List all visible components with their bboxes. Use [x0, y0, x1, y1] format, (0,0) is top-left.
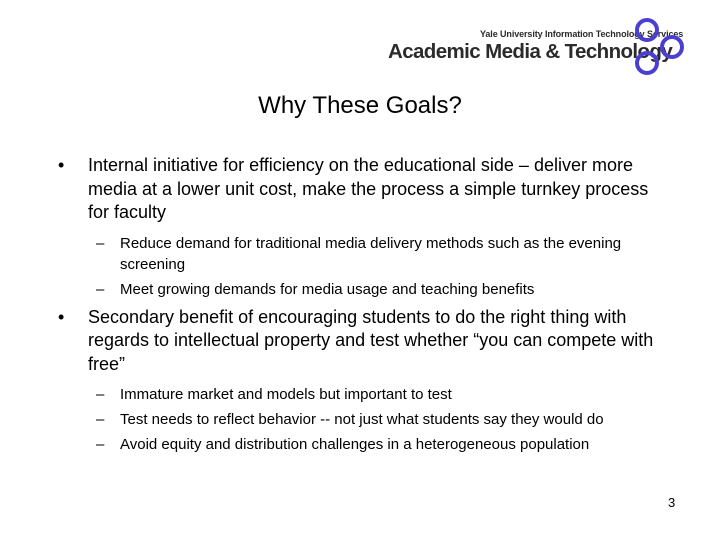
sub-bullet-item — [58, 233, 668, 275]
sub-bullet-text: Immature market and models but important to test — [120, 386, 452, 403]
slide-title: Why These Goals? — [258, 92, 462, 119]
dash-glyph: – — [96, 280, 105, 298]
sub-bullet-text: Meet growing demands for media usage and teaching benefits — [120, 280, 535, 298]
amt-logo — [388, 14, 708, 78]
sub-bullet-text: Reduce demand for traditional media delivery methods such as the evening screening — [120, 234, 622, 273]
rings-logo-icon — [630, 16, 686, 76]
dash-glyph: – — [96, 411, 105, 428]
bullet-text: Secondary benefit of encouraging students to do the right thing with regards to intellectual property and test whether “you can compete with free” — [88, 306, 654, 374]
bullet-text: Internal initiative for efficiency on the educational side – deliver more media at a lower unit cost, make the process a simple turnkey process for faculty — [88, 155, 649, 222]
sub-bullet-item — [58, 384, 668, 405]
logo-subtitle: Yale University Information Technology Services — [480, 29, 684, 39]
sub-bullet-item — [58, 434, 668, 455]
sub-bullet-text: Test needs to reflect behavior -- not just what students say they would do — [120, 411, 604, 428]
bullet-glyph: • — [58, 306, 65, 327]
page-number: 3 — [668, 495, 676, 510]
sub-bullet-text: Avoid equity and distribution challenges in a heterogeneous population — [120, 436, 590, 453]
dash-glyph: – — [96, 386, 105, 403]
sub-bullet-item — [58, 409, 668, 430]
slide-body — [58, 154, 668, 459]
bullet-glyph: • — [58, 155, 65, 175]
bullet-item — [58, 154, 668, 225]
bullet-item — [58, 306, 668, 377]
dash-glyph: – — [96, 234, 105, 252]
logo-name: Academic Media & Technology — [388, 40, 673, 63]
dash-glyph: – — [96, 436, 105, 453]
sub-bullet-item — [58, 279, 668, 300]
